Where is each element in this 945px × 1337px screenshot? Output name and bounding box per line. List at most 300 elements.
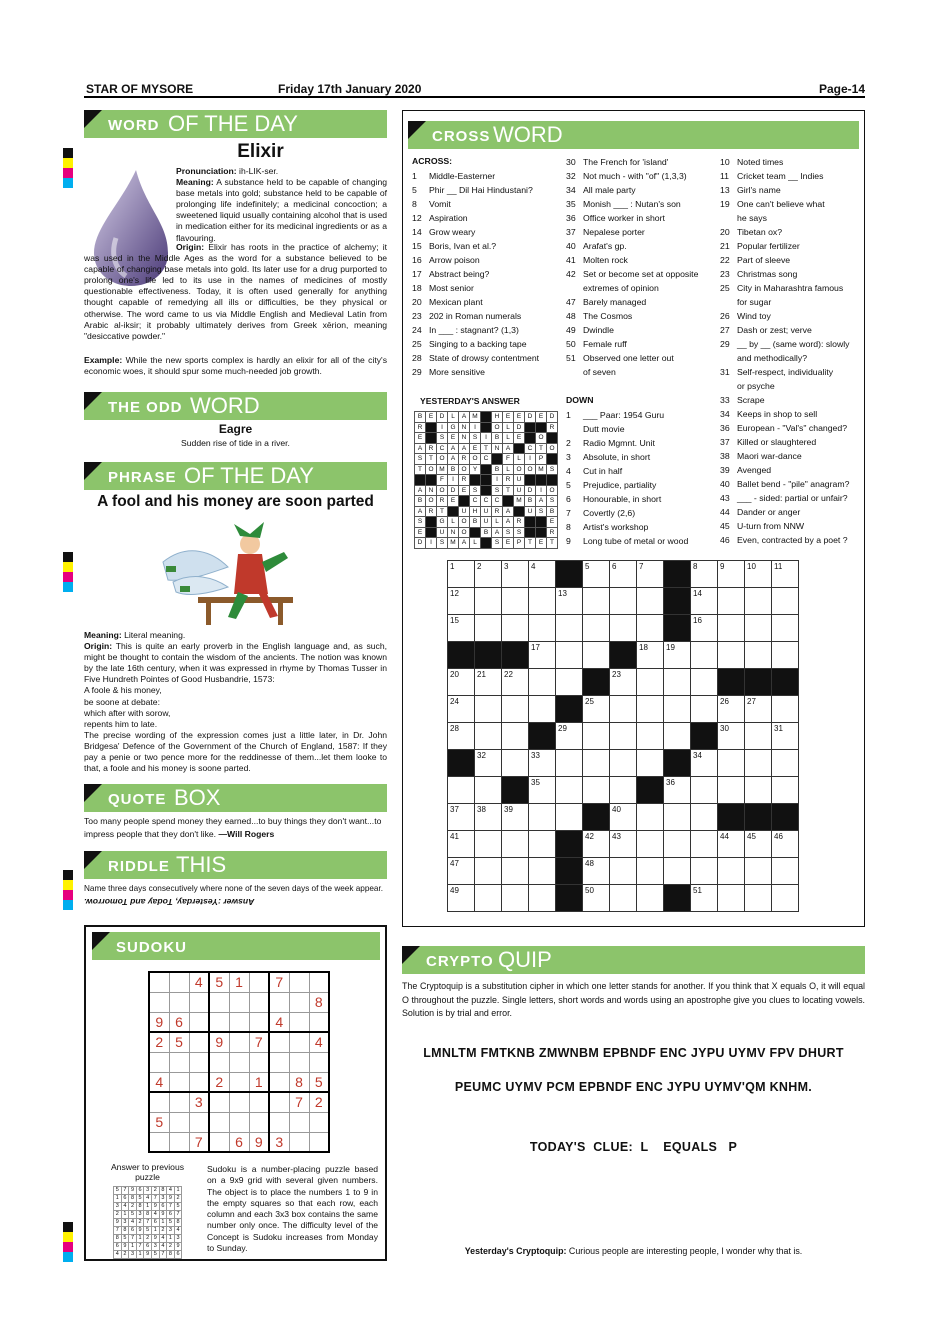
answer-cell: C [470, 496, 481, 507]
clue-text: ___ - sided: partial or unfair? [737, 493, 848, 503]
clue-number: 40 [720, 479, 730, 489]
answer-cell: 3 [136, 1211, 144, 1219]
sudoku-cell[interactable]: 4 [269, 1012, 289, 1032]
clue-number: 7 [566, 508, 571, 518]
answer-cell: R [459, 454, 470, 465]
sudoku-cell[interactable]: 5 [149, 1112, 169, 1132]
crossword-cell[interactable] [664, 858, 691, 885]
crossword-cell[interactable]: 9 [718, 561, 745, 588]
crossword-cell[interactable] [664, 696, 691, 723]
crossword-cell[interactable] [502, 588, 529, 615]
sudoku-cell[interactable] [169, 1072, 189, 1092]
sudoku-answer-grid [113, 1186, 182, 1259]
sudoku-cell[interactable]: 6 [229, 1132, 249, 1152]
sudoku-cell[interactable] [289, 992, 309, 1012]
crossword-cell[interactable] [637, 858, 664, 885]
clue [720, 491, 862, 505]
crossword-cell[interactable] [610, 615, 637, 642]
crossword-cell[interactable] [583, 750, 610, 777]
sudoku-cell[interactable] [269, 1052, 289, 1072]
sudoku-cell[interactable] [269, 1112, 289, 1132]
crossword-cell[interactable] [529, 669, 556, 696]
sudoku-cell[interactable] [149, 1092, 169, 1112]
quote: Too many people spend money they earned...to buy things they don't want...to impress people that they don't like. [84, 816, 382, 839]
clue [566, 436, 716, 450]
crossword-cell[interactable] [691, 642, 718, 669]
sudoku-cell[interactable] [309, 1112, 329, 1132]
sudoku-cell[interactable]: 7 [289, 1092, 309, 1112]
sudoku-cell[interactable] [149, 1052, 169, 1072]
answer-cell: E [503, 412, 514, 423]
clue [412, 197, 562, 211]
sudoku-cell[interactable] [169, 972, 189, 992]
sudoku-cell[interactable] [209, 992, 229, 1012]
sudoku-cell[interactable]: 4 [309, 1032, 329, 1052]
crossword-cell[interactable]: 30 [718, 723, 745, 750]
crossword-cell[interactable]: 25 [583, 696, 610, 723]
crossword-cell[interactable] [529, 615, 556, 642]
crossword-cell[interactable]: 45 [745, 831, 772, 858]
sudoku-cell[interactable]: 7 [249, 1032, 269, 1052]
sudoku-cell[interactable] [189, 1052, 209, 1072]
clue [566, 408, 716, 422]
crossword-cell[interactable]: 13 [556, 588, 583, 615]
crossword-cell[interactable] [745, 723, 772, 750]
sudoku-cell[interactable] [249, 1052, 269, 1072]
sudoku-cell[interactable] [189, 1072, 209, 1092]
answer-cell: 5 [121, 1235, 129, 1243]
answer-cell: 8 [159, 1187, 167, 1195]
sudoku-cell[interactable] [229, 1072, 249, 1092]
crossword-cell[interactable] [502, 858, 529, 885]
crossword-cell[interactable] [475, 831, 502, 858]
crossword-cell[interactable] [637, 588, 664, 615]
sudoku-cell[interactable]: 9 [209, 1032, 229, 1052]
crossword-cell[interactable]: 34 [691, 750, 718, 777]
sudoku-cell[interactable] [169, 1052, 189, 1072]
sudoku-cell[interactable]: 7 [269, 972, 289, 992]
sudoku-cell[interactable]: 3 [269, 1132, 289, 1152]
poem-line: which after with sorow, [84, 707, 171, 718]
crossword-cell[interactable] [745, 885, 772, 912]
clue [720, 155, 862, 169]
crossword-cell[interactable] [610, 588, 637, 615]
answer-cell: 4 [144, 1195, 152, 1203]
sudoku-cell[interactable]: 4 [189, 972, 209, 992]
answer-cell: B [525, 496, 536, 507]
crossword-cell[interactable]: 31 [772, 723, 799, 750]
crossword-cell[interactable] [664, 804, 691, 831]
sudoku-cell[interactable] [309, 1132, 329, 1152]
crossword-cell[interactable] [718, 642, 745, 669]
answer-cell: D [448, 485, 459, 496]
crossword-cell[interactable]: 2 [475, 561, 502, 588]
crossword-cell[interactable] [610, 750, 637, 777]
crossword-cell[interactable]: 33 [529, 750, 556, 777]
crossword-cell[interactable]: 6 [610, 561, 637, 588]
clue-text: or psyche [737, 381, 775, 391]
sudoku-cell[interactable] [309, 1012, 329, 1032]
black-square [415, 475, 426, 486]
black-square [525, 475, 536, 486]
sudoku-cell[interactable] [289, 972, 309, 992]
crossword-cell[interactable] [772, 588, 799, 615]
crossword-cell[interactable] [610, 777, 637, 804]
sudoku-cell[interactable] [269, 1092, 289, 1112]
crossword-cell[interactable]: 26 [718, 696, 745, 723]
crossword-cell[interactable] [583, 615, 610, 642]
clue [720, 295, 862, 309]
odd-word-definition: Sudden rise of tide in a river. [181, 438, 290, 448]
sudoku-cell[interactable] [229, 1032, 249, 1052]
crossword-cell[interactable] [772, 777, 799, 804]
crossword-cell[interactable]: 43 [610, 831, 637, 858]
clue-text: Maori war-dance [737, 451, 802, 461]
answer-cell: 4 [167, 1187, 175, 1195]
clue-number: 29 [720, 339, 730, 349]
clue-number: 36 [720, 423, 730, 433]
crossword-cell[interactable] [772, 858, 799, 885]
crossword-cell[interactable] [556, 615, 583, 642]
sudoku-cell[interactable]: 5 [209, 972, 229, 992]
crossword-cell[interactable]: 23 [610, 669, 637, 696]
crossword-cell[interactable] [529, 885, 556, 912]
sudoku-cell[interactable] [209, 1052, 229, 1072]
crossword-cell[interactable] [718, 588, 745, 615]
sudoku-cell[interactable]: 9 [149, 1012, 169, 1032]
clue [720, 519, 862, 533]
sudoku-cell[interactable] [189, 1032, 209, 1052]
crossword-cell[interactable]: 22 [502, 669, 529, 696]
sudoku-cell[interactable]: 7 [189, 1132, 209, 1152]
crossword-cell[interactable] [529, 804, 556, 831]
crossword-cell[interactable] [610, 723, 637, 750]
crossword-cell[interactable] [583, 588, 610, 615]
clue [720, 267, 862, 281]
sudoku-cell[interactable] [169, 992, 189, 1012]
crossword-cell[interactable] [637, 831, 664, 858]
crossword-cell[interactable]: 46 [772, 831, 799, 858]
clue [720, 239, 862, 253]
sudoku-cell[interactable]: 2 [209, 1072, 229, 1092]
phrase-body [84, 630, 387, 774]
answer-cell: 9 [121, 1243, 129, 1251]
crossword-cell[interactable] [475, 777, 502, 804]
clue-text: Aspiration [429, 213, 468, 223]
sudoku-cell[interactable] [269, 992, 289, 1012]
crossword-cell[interactable]: 3 [502, 561, 529, 588]
sudoku-cell[interactable] [209, 1012, 229, 1032]
sudoku-cell[interactable] [169, 1132, 189, 1152]
sudoku-cell[interactable]: 1 [229, 972, 249, 992]
sudoku-cell[interactable]: 8 [309, 992, 329, 1012]
crossword-cell[interactable]: 47 [448, 858, 475, 885]
sudoku-cell[interactable] [229, 1112, 249, 1132]
sudoku-cell[interactable] [189, 1112, 209, 1132]
phrase-title: A fool and his money are soon parted [97, 493, 374, 510]
crossword-cell[interactable]: 49 [448, 885, 475, 912]
sudoku-cell[interactable]: 3 [189, 1092, 209, 1112]
crossword-cell[interactable] [556, 642, 583, 669]
crossword-cell[interactable] [529, 831, 556, 858]
sudoku-cell[interactable] [289, 1032, 309, 1052]
sudoku-cell[interactable]: 2 [149, 1032, 169, 1052]
sudoku-cell[interactable] [249, 1112, 269, 1132]
crossword-cell[interactable] [502, 831, 529, 858]
crossword-cell[interactable] [637, 615, 664, 642]
crossword-cell[interactable] [664, 831, 691, 858]
sudoku-cell[interactable] [209, 1132, 229, 1152]
sudoku-cell[interactable] [269, 1032, 289, 1052]
crossword-cell[interactable]: 38 [475, 804, 502, 831]
crossword-cell[interactable] [556, 777, 583, 804]
crossword-cell[interactable] [772, 615, 799, 642]
sudoku-cell[interactable] [249, 992, 269, 1012]
sudoku-cell[interactable]: 4 [149, 1072, 169, 1092]
sudoku-cell[interactable]: 2 [309, 1092, 329, 1112]
sudoku-cell[interactable]: 1 [249, 1072, 269, 1092]
answer-cell: 2 [129, 1203, 137, 1211]
sudoku-cell[interactable]: 9 [249, 1132, 269, 1152]
crossword-cell[interactable]: 12 [448, 588, 475, 615]
crossword-cell[interactable]: 20 [448, 669, 475, 696]
crossword-cell[interactable]: 5 [583, 561, 610, 588]
answer-cell: E [448, 496, 459, 507]
crossword-cell[interactable]: 21 [475, 669, 502, 696]
crossword-cell[interactable]: 51 [691, 885, 718, 912]
clue [566, 253, 716, 267]
crossword-cell[interactable] [718, 615, 745, 642]
answer-cell: B [481, 527, 492, 538]
crossword-cell[interactable]: 8 [691, 561, 718, 588]
crossword-cell[interactable] [745, 858, 772, 885]
sudoku-cell[interactable] [309, 972, 329, 992]
crossword-cell[interactable]: 17 [529, 642, 556, 669]
sudoku-cell[interactable] [189, 992, 209, 1012]
crossword-cell[interactable] [502, 723, 529, 750]
crossword-cell[interactable] [610, 885, 637, 912]
crossword-cell[interactable]: 36 [664, 777, 691, 804]
crossword-cell[interactable] [475, 696, 502, 723]
crossword-cell[interactable] [745, 615, 772, 642]
answer-cell: A [503, 443, 514, 454]
crossword-cell[interactable]: 14 [691, 588, 718, 615]
crossword-cell[interactable] [529, 858, 556, 885]
crossword-cell[interactable]: 35 [529, 777, 556, 804]
answer-cell: L [448, 412, 459, 423]
crossword-cell[interactable] [718, 750, 745, 777]
crossword-cell[interactable] [556, 804, 583, 831]
sudoku-cell[interactable] [169, 1092, 189, 1112]
clue [412, 253, 562, 267]
clue-number: 21 [720, 241, 730, 251]
crossword-cell[interactable]: 32 [475, 750, 502, 777]
clue-number: 11 [720, 171, 730, 181]
clue [720, 323, 862, 337]
sudoku-cell[interactable] [289, 1112, 309, 1132]
sudoku-cell[interactable] [149, 972, 169, 992]
answer-cell: U [525, 506, 536, 517]
crossword-cell[interactable] [637, 885, 664, 912]
sudoku-cell[interactable] [229, 1012, 249, 1032]
answer-cell: 7 [144, 1219, 152, 1227]
crossword-cell[interactable]: 40 [610, 804, 637, 831]
crossword-cell[interactable] [637, 750, 664, 777]
page-number: Page-14 [818, 82, 865, 96]
sudoku-cell[interactable] [249, 972, 269, 992]
band-title: SUDOKU [116, 939, 188, 956]
crossword-cell[interactable]: 11 [772, 561, 799, 588]
crossword-cell[interactable] [610, 696, 637, 723]
crossword-cell[interactable]: 24 [448, 696, 475, 723]
quote-band [84, 784, 387, 812]
clue [566, 365, 716, 379]
sudoku-cell[interactable] [229, 1092, 249, 1112]
clue-number: 22 [720, 255, 730, 265]
sudoku-cell[interactable] [289, 1052, 309, 1072]
sudoku-cell[interactable] [189, 1012, 209, 1032]
crossword-cell[interactable] [475, 858, 502, 885]
crossword-cell[interactable] [691, 804, 718, 831]
crossword-cell[interactable] [745, 777, 772, 804]
crossword-cell[interactable]: 29 [556, 723, 583, 750]
crossword-cell[interactable]: 7 [637, 561, 664, 588]
sudoku-cell[interactable] [269, 1072, 289, 1092]
sudoku-cell[interactable] [249, 1092, 269, 1112]
crossword-cell[interactable]: 16 [691, 615, 718, 642]
crossword-cell[interactable]: 37 [448, 804, 475, 831]
clue-text: The Cosmos [583, 311, 633, 321]
sudoku-cell[interactable] [149, 1132, 169, 1152]
crossword-cell[interactable] [556, 750, 583, 777]
crossword-cell[interactable] [691, 669, 718, 696]
sudoku-cell[interactable] [169, 1112, 189, 1132]
clue-number: 13 [720, 185, 730, 195]
clue [412, 337, 562, 351]
crossword-cell[interactable]: 41 [448, 831, 475, 858]
crossword-cell[interactable] [529, 696, 556, 723]
crossword-cell[interactable] [691, 831, 718, 858]
sudoku-cell[interactable]: 8 [289, 1072, 309, 1092]
crossword-cell[interactable] [529, 588, 556, 615]
crossword-cell[interactable] [718, 858, 745, 885]
crossword-cell[interactable] [637, 804, 664, 831]
clue-text: Tibetan ox? [737, 227, 783, 237]
crossword-grid[interactable] [447, 560, 799, 912]
answer-cell: R [503, 475, 514, 486]
black-square [556, 831, 583, 858]
crossword-cell[interactable] [745, 750, 772, 777]
crossword-cell[interactable] [556, 669, 583, 696]
crossword-cell[interactable]: 44 [718, 831, 745, 858]
crossword-cell[interactable] [502, 696, 529, 723]
sudoku-cell[interactable] [289, 1132, 309, 1152]
crossword-cell[interactable]: 39 [502, 804, 529, 831]
answer-cell: T [415, 464, 426, 475]
clue-text: Boris, Ivan et al.? [429, 241, 497, 251]
crossword-cell[interactable] [772, 750, 799, 777]
crossword-cell[interactable]: 18 [637, 642, 664, 669]
crossword-cell[interactable]: 27 [745, 696, 772, 723]
sudoku-cell[interactable] [209, 1112, 229, 1132]
sudoku-cell[interactable] [229, 992, 249, 1012]
sudoku-cell[interactable] [309, 1052, 329, 1072]
crossword-cell[interactable] [475, 588, 502, 615]
answer-cell: E [514, 412, 525, 423]
crossword-cell[interactable] [475, 615, 502, 642]
crossword-cell[interactable] [502, 885, 529, 912]
answer-cell: 6 [167, 1211, 175, 1219]
crossword-cell[interactable]: 4 [529, 561, 556, 588]
black-square [547, 454, 558, 465]
sudoku-cell[interactable]: 6 [169, 1012, 189, 1032]
clue-text: Honourable, in short [583, 494, 662, 504]
answer-cell: M [536, 464, 547, 475]
sudoku-cell[interactable] [249, 1012, 269, 1032]
crossword-cell[interactable] [583, 723, 610, 750]
crossword-cell[interactable]: 10 [745, 561, 772, 588]
crossword-cell[interactable]: 15 [448, 615, 475, 642]
sudoku-grid[interactable] [148, 971, 330, 1153]
crossword-cell[interactable]: 19 [664, 642, 691, 669]
crossword-cell[interactable] [583, 777, 610, 804]
crossword-cell[interactable] [475, 885, 502, 912]
crossword-cell[interactable]: 48 [583, 858, 610, 885]
label: Example: [84, 355, 123, 365]
clue [566, 211, 716, 225]
crossword-cell[interactable] [502, 750, 529, 777]
sudoku-cell[interactable] [209, 1092, 229, 1112]
crossword-cell[interactable] [745, 588, 772, 615]
answer-cell: 3 [114, 1203, 122, 1211]
crossword-cell[interactable] [502, 615, 529, 642]
crossword-cell[interactable] [772, 642, 799, 669]
crossword-cell[interactable] [637, 669, 664, 696]
answer-cell: S [470, 485, 481, 496]
crossword-cell[interactable] [691, 858, 718, 885]
crossword-cell[interactable] [475, 723, 502, 750]
crossword-cell[interactable] [691, 777, 718, 804]
sudoku-cell[interactable] [149, 992, 169, 1012]
clue [566, 464, 716, 478]
crossword-cell[interactable]: 50 [583, 885, 610, 912]
clue-number: 43 [720, 493, 730, 503]
crossword-cell[interactable] [772, 696, 799, 723]
crossword-cell[interactable] [772, 885, 799, 912]
crossword-cell[interactable] [637, 696, 664, 723]
label: Yesterday's Cryptoquip: [464, 1246, 567, 1256]
crossword-cell[interactable] [610, 858, 637, 885]
crossword-cell[interactable]: 42 [583, 831, 610, 858]
crossword-cell[interactable] [718, 885, 745, 912]
crossword-cell[interactable] [691, 696, 718, 723]
sudoku-cell[interactable] [229, 1052, 249, 1072]
crossword-cell[interactable] [583, 642, 610, 669]
crossword-cell[interactable] [664, 669, 691, 696]
sudoku-cell[interactable]: 5 [309, 1072, 329, 1092]
crossword-cell[interactable]: 1 [448, 561, 475, 588]
answer-cell: M [514, 496, 525, 507]
crossword-cell[interactable] [718, 777, 745, 804]
sudoku-cell[interactable]: 5 [169, 1032, 189, 1052]
sudoku-cell[interactable] [289, 1012, 309, 1032]
crossword-cell[interactable] [637, 723, 664, 750]
crossword-cell[interactable] [664, 723, 691, 750]
crossword-cell[interactable]: 28 [448, 723, 475, 750]
crossword-cell[interactable] [448, 777, 475, 804]
clue-number: 34 [720, 409, 730, 419]
crossword-cell[interactable] [745, 642, 772, 669]
